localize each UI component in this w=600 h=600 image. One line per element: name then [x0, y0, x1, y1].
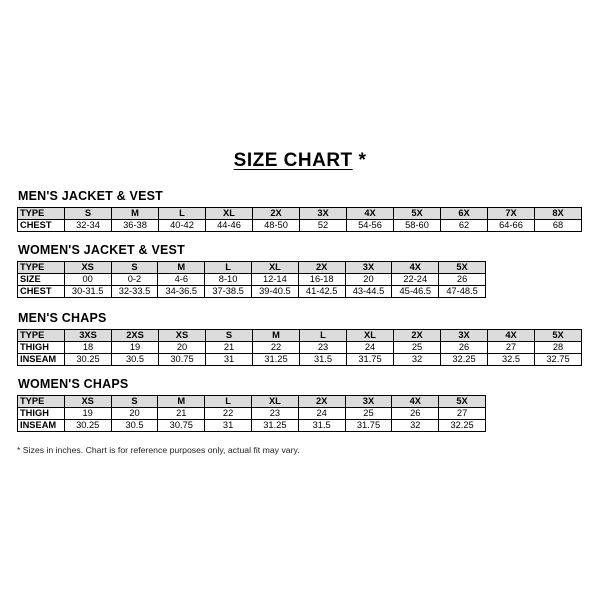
- measurement-cell: 45-46.5: [392, 286, 439, 298]
- table-header-row: [18, 330, 582, 342]
- table-header-row: [18, 262, 486, 274]
- measurement-cell: 26: [392, 408, 439, 420]
- mens-jacket-vest-table: [17, 207, 582, 232]
- header-label-cell: TYPE: [18, 262, 65, 274]
- size-header-cell: S: [111, 262, 158, 274]
- measurement-cell: 26: [441, 342, 488, 354]
- measurement-cell: 32.5: [488, 354, 535, 366]
- title-asterisk: *: [358, 150, 367, 171]
- measurement-cell: 25: [394, 342, 441, 354]
- measurement-cell: 62: [441, 220, 488, 232]
- measurement-cell: 31.25: [253, 354, 300, 366]
- size-header-cell: 6X: [441, 208, 488, 220]
- size-header-cell: 4X: [392, 396, 439, 408]
- size-header-cell: 4X: [488, 330, 535, 342]
- measurement-cell: 31.5: [298, 420, 345, 432]
- table-row: [18, 286, 486, 298]
- measurement-cell: 40-42: [159, 220, 206, 232]
- size-header-cell: 7X: [488, 208, 535, 220]
- measurement-cell: 30.25: [65, 354, 112, 366]
- measurement-cell: 54-56: [347, 220, 394, 232]
- size-header-cell: 3X: [345, 262, 392, 274]
- measurement-cell: 12-14: [251, 274, 298, 286]
- size-header-cell: 3X: [441, 330, 488, 342]
- measurement-cell: 31.25: [251, 420, 298, 432]
- measurement-cell: 25: [345, 408, 392, 420]
- size-header-cell: XS: [64, 262, 111, 274]
- size-header-cell: 5X: [439, 262, 486, 274]
- measurement-cell: 26: [439, 274, 486, 286]
- table-header-row: [18, 208, 582, 220]
- womens-chaps-table: [17, 395, 486, 432]
- measurement-cell: 28: [535, 342, 582, 354]
- size-header-cell: 2X: [253, 208, 300, 220]
- row-label-cell: THIGH: [18, 408, 65, 420]
- size-header-cell: 2XS: [112, 330, 159, 342]
- row-label-cell: CHEST: [18, 220, 65, 232]
- measurement-cell: 00: [64, 274, 111, 286]
- table-row: [18, 420, 486, 432]
- row-label-cell: SIZE: [18, 274, 65, 286]
- row-label-cell: CHEST: [18, 286, 65, 298]
- mens-chaps-table: [17, 329, 582, 366]
- measurement-cell: 31.75: [347, 354, 394, 366]
- measurement-cell: 32-33.5: [111, 286, 158, 298]
- measurement-cell: 36-38: [112, 220, 159, 232]
- size-header-cell: 5X: [394, 208, 441, 220]
- measurement-cell: 22-24: [392, 274, 439, 286]
- size-header-cell: L: [205, 262, 252, 274]
- measurement-cell: 0-2: [111, 274, 158, 286]
- measurement-cell: 32.25: [441, 354, 488, 366]
- measurement-cell: 16-18: [298, 274, 345, 286]
- measurement-cell: 32-34: [65, 220, 112, 232]
- measurement-cell: 8-10: [205, 274, 252, 286]
- measurement-cell: 30-31.5: [64, 286, 111, 298]
- size-header-cell: XL: [206, 208, 253, 220]
- size-header-cell: L: [159, 208, 206, 220]
- measurement-cell: 48-50: [253, 220, 300, 232]
- size-header-cell: S: [65, 208, 112, 220]
- measurement-cell: 68: [535, 220, 582, 232]
- table-row: [18, 342, 582, 354]
- measurement-cell: 32.75: [535, 354, 582, 366]
- measurement-cell: 44-46: [206, 220, 253, 232]
- size-header-cell: XL: [347, 330, 394, 342]
- table-header-row: [18, 396, 486, 408]
- measurement-cell: 22: [253, 342, 300, 354]
- size-header-cell: S: [206, 330, 253, 342]
- measurement-cell: 31: [205, 420, 252, 432]
- measurement-cell: 30.25: [64, 420, 111, 432]
- measurement-cell: 20: [345, 274, 392, 286]
- table-row: [18, 274, 486, 286]
- measurement-cell: 4-6: [158, 274, 205, 286]
- mens-chaps-section: [17, 311, 582, 366]
- womens-jacket-vest-section: [17, 243, 486, 298]
- section-heading: MEN'S CHAPS: [18, 311, 107, 325]
- size-header-cell: 5X: [439, 396, 486, 408]
- size-header-cell: 5X: [535, 330, 582, 342]
- size-header-cell: 3X: [345, 396, 392, 408]
- title-text: SIZE CHART: [233, 150, 353, 171]
- table-row: [18, 220, 582, 232]
- measurement-cell: 30.75: [159, 354, 206, 366]
- measurement-cell: 27: [488, 342, 535, 354]
- measurement-cell: 18: [65, 342, 112, 354]
- measurement-cell: 30.75: [158, 420, 205, 432]
- measurement-cell: 30.5: [111, 420, 158, 432]
- measurement-cell: 47-48.5: [439, 286, 486, 298]
- size-header-cell: 3X: [300, 208, 347, 220]
- size-header-cell: XL: [251, 262, 298, 274]
- womens-jacket-vest-table: [17, 261, 486, 298]
- measurement-cell: 20: [159, 342, 206, 354]
- header-label-cell: TYPE: [18, 396, 65, 408]
- measurement-cell: 32: [392, 420, 439, 432]
- measurement-cell: 31.75: [345, 420, 392, 432]
- measurement-cell: 20: [111, 408, 158, 420]
- table-row: [18, 354, 582, 366]
- size-header-cell: XS: [64, 396, 111, 408]
- size-header-cell: 3XS: [65, 330, 112, 342]
- size-header-cell: 2X: [298, 396, 345, 408]
- row-label-cell: INSEAM: [18, 354, 65, 366]
- measurement-cell: 34-36.5: [158, 286, 205, 298]
- measurement-cell: 30.5: [112, 354, 159, 366]
- measurement-cell: 43-44.5: [345, 286, 392, 298]
- size-header-cell: XL: [251, 396, 298, 408]
- measurement-cell: 19: [112, 342, 159, 354]
- size-header-cell: 4X: [392, 262, 439, 274]
- womens-chaps-section: [17, 377, 486, 432]
- measurement-cell: 39-40.5: [251, 286, 298, 298]
- size-header-cell: S: [111, 396, 158, 408]
- mens-jacket-vest-section: [17, 189, 582, 232]
- header-label-cell: TYPE: [18, 330, 65, 342]
- table-row: [18, 408, 486, 420]
- size-header-cell: L: [300, 330, 347, 342]
- row-label-cell: INSEAM: [18, 420, 65, 432]
- measurement-cell: 22: [205, 408, 252, 420]
- size-header-cell: 2X: [298, 262, 345, 274]
- measurement-cell: 24: [347, 342, 394, 354]
- measurement-cell: 41-42.5: [298, 286, 345, 298]
- size-header-cell: L: [205, 396, 252, 408]
- measurement-cell: 58-60: [394, 220, 441, 232]
- measurement-cell: 52: [300, 220, 347, 232]
- size-header-cell: M: [253, 330, 300, 342]
- measurement-cell: 23: [300, 342, 347, 354]
- measurement-cell: 27: [439, 408, 486, 420]
- size-header-cell: XS: [159, 330, 206, 342]
- measurement-cell: 19: [64, 408, 111, 420]
- measurement-cell: 31.5: [300, 354, 347, 366]
- measurement-cell: 64-66: [488, 220, 535, 232]
- measurement-cell: 24: [298, 408, 345, 420]
- section-heading: MEN'S JACKET & VEST: [18, 189, 163, 203]
- size-header-cell: 4X: [347, 208, 394, 220]
- row-label-cell: THIGH: [18, 342, 65, 354]
- footnote: * Sizes in inches. Chart is for reference purposes only, actual fit may vary.: [17, 445, 300, 455]
- section-heading: WOMEN'S JACKET & VEST: [18, 243, 185, 257]
- measurement-cell: 32: [394, 354, 441, 366]
- size-header-cell: M: [112, 208, 159, 220]
- size-header-cell: 8X: [535, 208, 582, 220]
- size-header-cell: 2X: [394, 330, 441, 342]
- measurement-cell: 21: [158, 408, 205, 420]
- section-heading: WOMEN'S CHAPS: [18, 377, 129, 391]
- measurement-cell: 31: [206, 354, 253, 366]
- measurement-cell: 21: [206, 342, 253, 354]
- header-label-cell: TYPE: [18, 208, 65, 220]
- page-title: [0, 150, 600, 172]
- size-header-cell: M: [158, 262, 205, 274]
- measurement-cell: 37-38.5: [205, 286, 252, 298]
- measurement-cell: 32.25: [439, 420, 486, 432]
- size-header-cell: M: [158, 396, 205, 408]
- measurement-cell: 23: [251, 408, 298, 420]
